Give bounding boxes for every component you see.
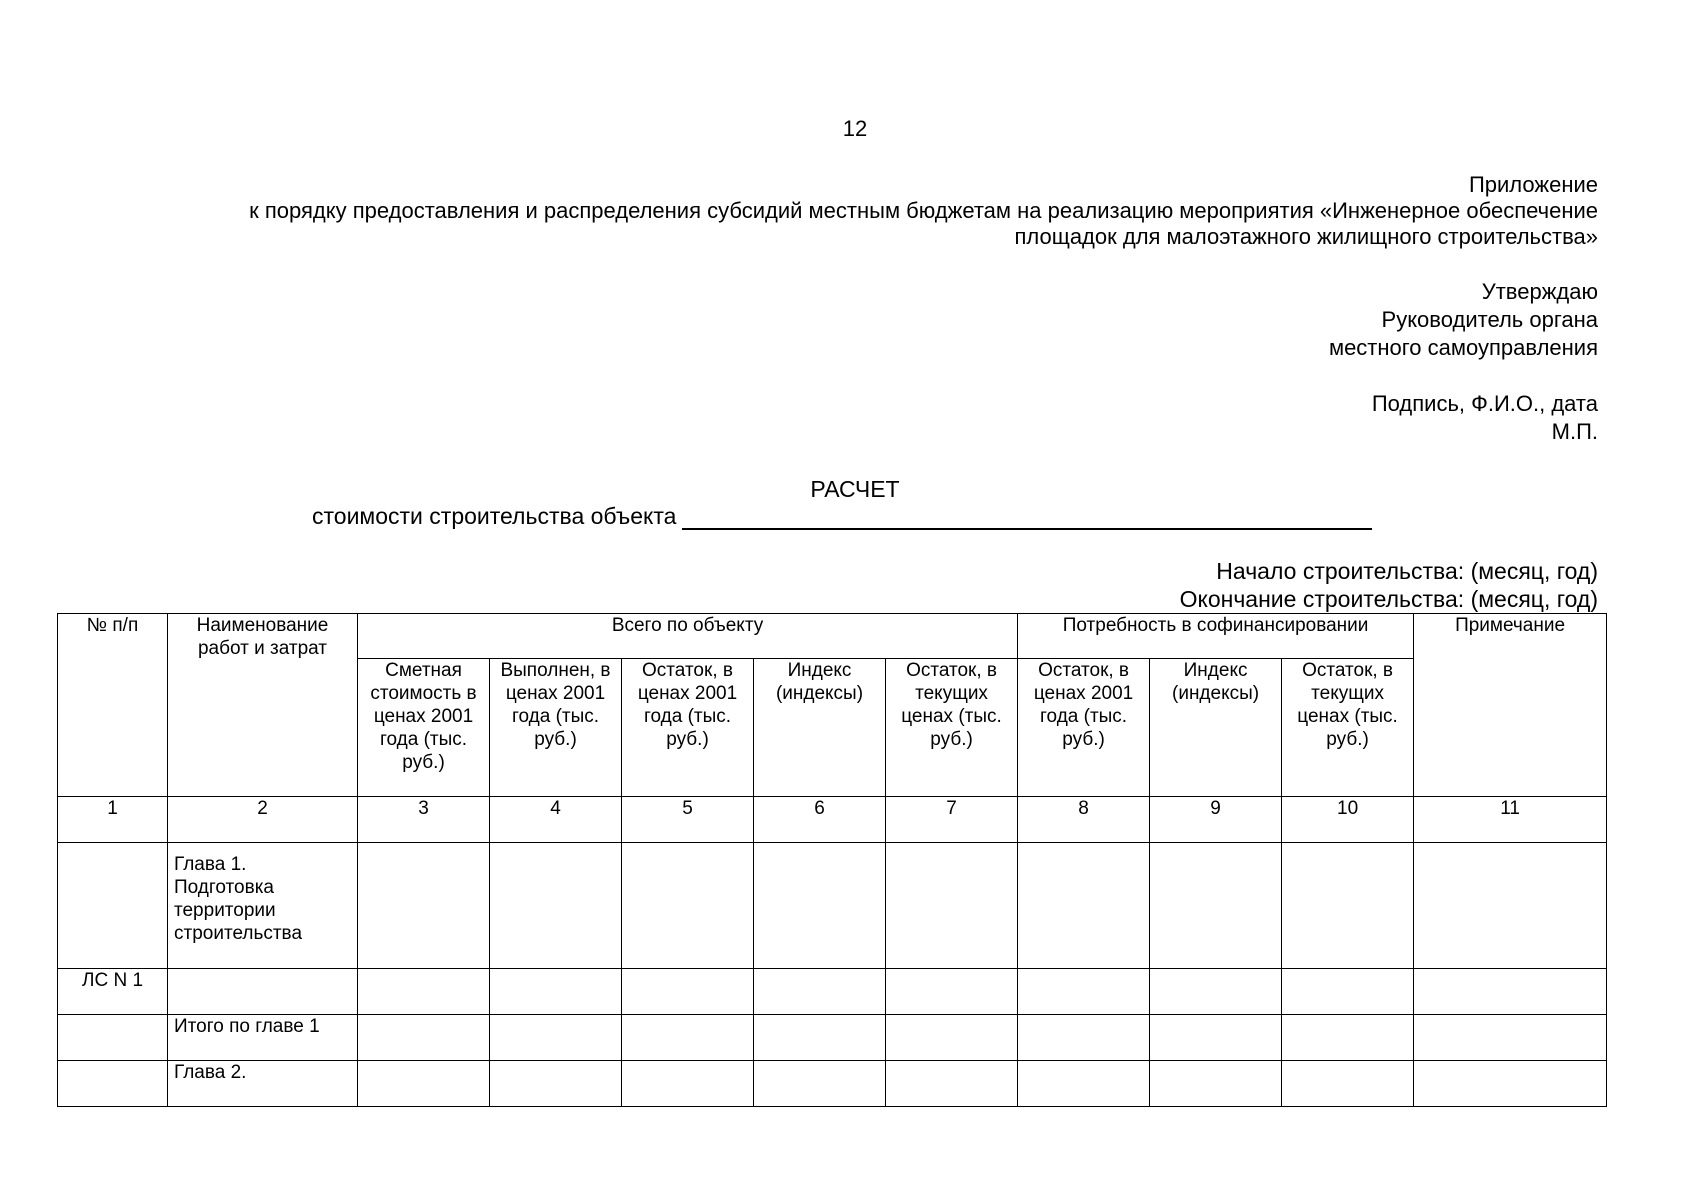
table-cell[interactable] [1414, 1061, 1607, 1107]
column-number: 1 [58, 797, 168, 843]
column-number: 7 [886, 797, 1018, 843]
table-cell[interactable] [886, 1015, 1018, 1061]
column-number: 8 [1018, 797, 1150, 843]
table-cell[interactable] [622, 843, 754, 969]
row-name: Глава 1. Подготовка территории строительства [168, 843, 358, 969]
header-row [58, 614, 1607, 659]
table-cell[interactable] [490, 843, 622, 969]
object-line [312, 503, 1372, 530]
approval-title: Утверждаю [1481, 279, 1598, 304]
column-number: 11 [1414, 797, 1607, 843]
subheader-estimated-cost: Сметная стоимость в ценах 2001 года (тыс. руб.) [358, 659, 490, 797]
table-cell[interactable] [622, 969, 754, 1015]
table-cell[interactable] [622, 1061, 754, 1107]
table-cell[interactable] [358, 1015, 490, 1061]
construction-end: Окончание строительства: (месяц, год) [1179, 586, 1598, 612]
header-cofinancing: Потребность в софинансировании [1018, 614, 1414, 659]
table-cell[interactable] [1150, 1061, 1282, 1107]
construction-start: Начало строительства: (месяц, год) [1216, 558, 1598, 584]
subheader-cofin-remainder-current: Остаток, в текущих ценах (тыс. руб.) [1282, 659, 1414, 797]
table-row [58, 1061, 1607, 1107]
approval-block [1329, 278, 1598, 362]
column-number: 10 [1282, 797, 1414, 843]
table-cell[interactable] [1414, 843, 1607, 969]
table-cell[interactable] [754, 1015, 886, 1061]
column-number: 4 [490, 797, 622, 843]
table-cell[interactable] [886, 969, 1018, 1015]
table-cell[interactable] [1150, 969, 1282, 1015]
signature-block [1372, 390, 1598, 446]
header-note: Примечание [1414, 614, 1607, 797]
table-cell[interactable] [1414, 1015, 1607, 1061]
table-cell[interactable] [754, 843, 886, 969]
table-cell[interactable] [1018, 843, 1150, 969]
row-num [58, 1015, 168, 1061]
table-row [58, 969, 1607, 1015]
table-cell[interactable] [358, 969, 490, 1015]
row-name: Итого по главе 1 [168, 1015, 358, 1061]
row-name: Глава 2. [168, 1061, 358, 1107]
column-number: 9 [1150, 797, 1282, 843]
column-number: 3 [358, 797, 490, 843]
object-name-field[interactable] [682, 504, 1372, 530]
table-cell[interactable] [1414, 969, 1607, 1015]
table-row [58, 1015, 1607, 1061]
appendix-title: Приложение [1468, 172, 1598, 197]
table-cell[interactable] [622, 1015, 754, 1061]
table-cell[interactable] [1018, 1061, 1150, 1107]
column-number: 5 [622, 797, 754, 843]
subheader-index: Индекс (индексы) [754, 659, 886, 797]
table-cell[interactable] [1282, 969, 1414, 1015]
signature-line: Подпись, Ф.И.О., дата [1371, 391, 1598, 416]
table-cell[interactable] [1150, 1015, 1282, 1061]
header-total: Всего по объекту [358, 614, 1018, 659]
table-cell[interactable] [1018, 969, 1150, 1015]
column-number: 6 [754, 797, 886, 843]
header-num: № п/п [58, 614, 168, 797]
page-number: 12 [842, 116, 868, 141]
construction-dates [1180, 557, 1598, 613]
table-cell[interactable] [358, 843, 490, 969]
table-row [58, 843, 1607, 969]
appendix-line-2: площадок для малоэтажного жилищного строительства» [1014, 224, 1598, 249]
table-cell[interactable] [886, 843, 1018, 969]
table-cell[interactable] [490, 969, 622, 1015]
subheader-remainder-current: Остаток, в текущих ценах (тыс. руб.) [886, 659, 1018, 797]
row-num [58, 1061, 168, 1107]
calculation-title: РАСЧЕТ [810, 476, 900, 502]
table-cell[interactable] [1282, 843, 1414, 969]
appendix-header [249, 172, 1598, 250]
stamp-place: М.П. [1551, 419, 1598, 444]
column-numbers-row [58, 797, 1607, 843]
approval-position: Руководитель органа [1381, 307, 1598, 332]
appendix-line-1: к порядку предоставления и распределения субсидий местным бюджетам на реализацию мероприятия «Инженерное обеспечение [249, 198, 1598, 223]
table-cell[interactable] [490, 1061, 622, 1107]
subheader-completed: Выполнен, в ценах 2001 года (тыс. руб.) [490, 659, 622, 797]
subheader-cofin-index: Индекс (индексы) [1150, 659, 1282, 797]
table-cell[interactable] [754, 969, 886, 1015]
subheader-remainder-2001: Остаток, в ценах 2001 года (тыс. руб.) [622, 659, 754, 797]
object-label: стоимости строительства объекта [312, 503, 677, 529]
row-num: ЛС N 1 [58, 969, 168, 1015]
header-name: Наименование работ и затрат [168, 614, 358, 797]
table-cell[interactable] [1282, 1015, 1414, 1061]
table-cell[interactable] [886, 1061, 1018, 1107]
table-cell[interactable] [754, 1061, 886, 1107]
row-num [58, 843, 168, 969]
cost-calculation-table [57, 613, 1607, 1107]
column-number: 2 [168, 797, 358, 843]
row-name [168, 969, 358, 1015]
table-cell[interactable] [490, 1015, 622, 1061]
table-cell[interactable] [358, 1061, 490, 1107]
table-cell[interactable] [1018, 1015, 1150, 1061]
subheader-cofin-remainder-2001: Остаток, в ценах 2001 года (тыс. руб.) [1018, 659, 1150, 797]
table-cell[interactable] [1150, 843, 1282, 969]
table-cell[interactable] [1282, 1061, 1414, 1107]
approval-organization: местного самоуправления [1328, 335, 1598, 360]
